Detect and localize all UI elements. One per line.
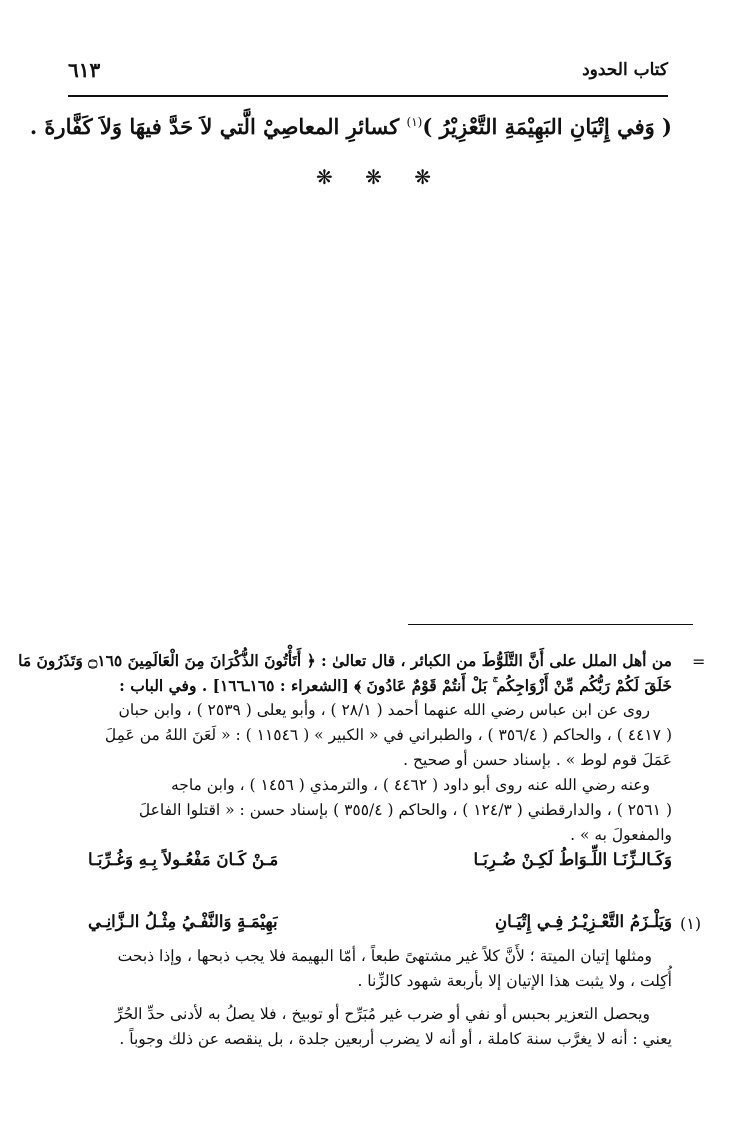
footnote-line: والمفعولَ به » .	[570, 826, 672, 844]
page-number: ٦١٣	[68, 58, 101, 82]
footnote-1-marker: (١)	[680, 914, 702, 933]
separator-star-2: ❋	[365, 165, 382, 189]
section-separator	[0, 165, 747, 189]
footnote-line: خَلَقَ لَكُمْ رَبُّكُم مِّنْ أَزْوَاجِكُم ۚ بَلْ أَنتُمْ قَوْمٌ عَادُونَ ﴾ [الشعراء : ١٦٥ـ١٦٦] . وفي الباب :	[119, 676, 672, 695]
verse-1-second-hemistich: مَـنْ كَـانَ مَفْعُـولاً بِـهِ وَغُـرِّبَـا	[88, 850, 279, 869]
footnote-rule	[408, 624, 693, 625]
header-rule	[68, 95, 668, 97]
main-text-after: كسائرِ المعاصِيْ الَّتي لاَ حَدَّ فيهَا وَلاَ كَفَّارةَ .	[29, 114, 407, 139]
chapter-title: كتاب الحدود	[582, 60, 668, 80]
footnote-line: ( ٢٥٦١ ) ، والدارقطني ( ١٢٤/٣ ) ، والحاكم ( ٣٥٥/٤ ) بإسناد حسن : « اقتلوا الفاعلَ	[138, 801, 672, 819]
separator-star-1: ❋	[315, 165, 333, 189]
footnote-line: ( ٤٤١٧ ) ، والحاكم ( ٣٥٦/٤ ) ، والطبراني في « الكبير » ( ١١٥٤٦ ) : « لَعَنَ اللهُ من عَمِلَ	[104, 726, 672, 744]
running-header	[68, 58, 668, 92]
footnote-line: ويحصل التعزير بحبس أو نفي أو ضرب غير مُبَرِّح أو توبيخ ، فلا يصلُ به لأدنى حدِّ الحُرِّ	[114, 1005, 650, 1023]
footnote-line: من أهل الملل على أَنَّ التَّلَوُّطَ من الكبائر ، قال تعالىٰ : ﴿ أَتَأْتُونَ الذُّكْرَانَ مِنَ الْعَالَمِينَ ۝١٦٥ وَتَذَرُونَ مَا	[18, 651, 672, 670]
verse-1-first-hemistich: وَكَـالـزِّنَـا اللِّـوَاطُ لَكِـنْ ضُـرِبَـا	[473, 850, 672, 869]
footnote-line: أُكِلت ، ولا يثبت هذا الإتيان إلا بأربعة شهود كالزِّنا .	[357, 972, 672, 990]
footnote-continuation-marker: =	[692, 652, 706, 671]
footnote-line: ومثلها إتيان الميتة ؛ لأَنَّ كلاً غير مشتهىً طبعاً ، أمّا البهيمة فلا يجب ذبحها ، وإذا ذبحت	[117, 947, 652, 965]
footnote-ref-1[interactable]: (١)	[406, 115, 423, 129]
footnote-line: عَمَلَ قوم لوط » . بإسناد حسن أو صحيح .	[403, 751, 672, 769]
main-text	[29, 103, 672, 146]
verse-2-first-hemistich: وَيَلْـزَمُ التَّعْـزِيْـرُ فِـي إِتْيَـانِ	[494, 912, 672, 931]
footnote-line: روى عن ابن عباس رضي الله عنهما أحمد ( ٢٨/١ ) ، وأبو يعلى ( ٢٥٣٩ ) ، وابن حبان	[118, 701, 650, 719]
footnote-line: يعني : أنه لا يغرَّب سنة كاملة ، أو أنه لا يضرب أربعين جلدة ، بل ينقصه عن ذلك وجوباً .	[119, 1030, 672, 1048]
footnote-continuation	[18, 648, 672, 848]
verse-2-second-hemistich: بَهِيْمَـةٍ وَالنَّفْـيُ مِثْـلُ الـزَّانِـي	[88, 912, 278, 931]
main-text-before: ( وَفي إِتْيَانِ البَهِيْمَةِ التَّعْزِيْرُ )	[422, 114, 672, 139]
separator-star-3: ❋	[414, 165, 431, 189]
footnote-1-body	[74, 944, 672, 1052]
footnote-line: وعنه رضي الله عنه روى أبو داود ( ٤٤٦٢ ) ، والترمذي ( ١٤٥٦ ) ، وابن ماجه	[170, 776, 650, 794]
